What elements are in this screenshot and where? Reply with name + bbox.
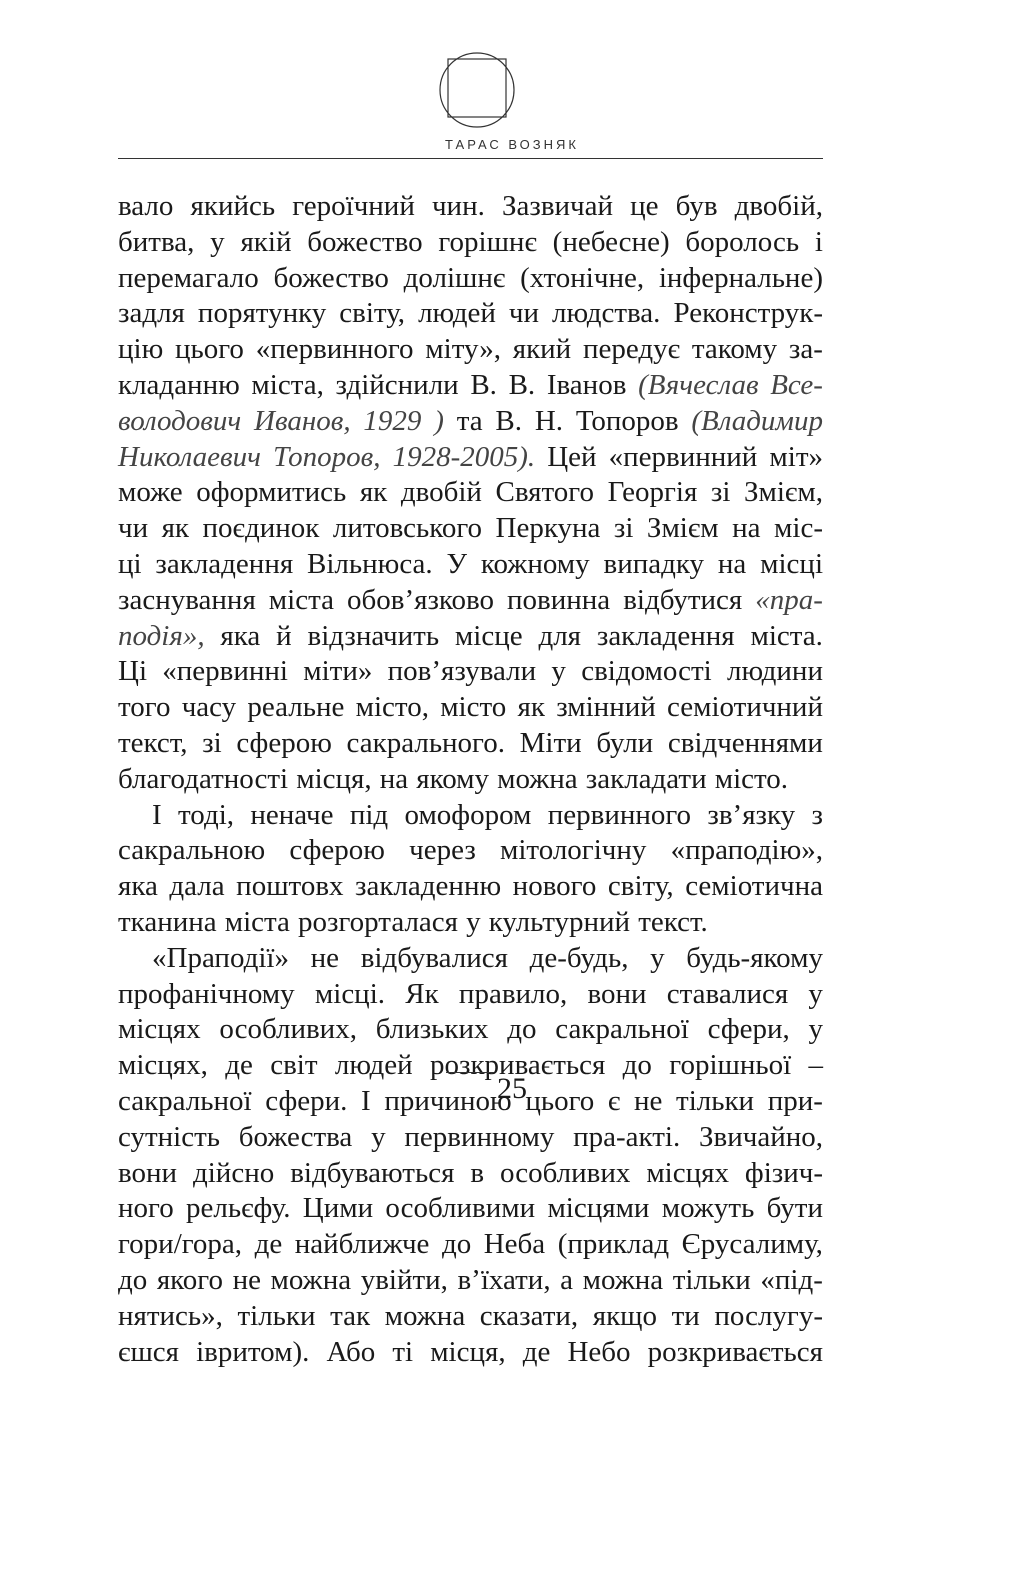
text-line: ного рельєфу. Цими особливими місцями можуть бути [118, 1192, 823, 1225]
body-text [118, 189, 823, 1370]
text-line: Ці «первинні міти» пов’язували у свідомості людини [118, 655, 823, 688]
text-line: сакральною сферою через мітологічну «праподію», [118, 834, 823, 867]
text-line: чи як поєдинок литовського Перкуна зі Змієм на міс- [118, 512, 823, 545]
text-line: кладанню міста, здійснили В. В. Іванов (Вячеслав Все- [118, 368, 823, 401]
header-rule [118, 158, 823, 159]
text-line: перемагало божество долішнє (хтонічне, інфернальне) [118, 261, 823, 294]
text-line: подія», яка й відзначить місце для закладення міста. [118, 619, 823, 652]
text-line: може оформитись як двобій Святого Георгія зі Змієм, [118, 476, 823, 509]
text-line: тканина міста розгорталася у культурний текст. [118, 905, 708, 938]
text-line: місцях особливих, близьких до сакральної сфери, у [118, 1013, 823, 1046]
text-line: «Праподії» не відбувалися де-будь, у будь-якому [152, 941, 823, 974]
text-line: місцях, де світ людей розкривається до горішньої – [118, 1049, 823, 1082]
text-line: Николаевич Топоров, 1928-2005). Цей «первинний міт» [118, 440, 823, 473]
text-line: володович Иванов, 1929 ) та В. Н. Топоров (Владимир [118, 404, 823, 437]
text-line: задля порятунку світу, людей чи людства. Реконструк- [118, 297, 823, 330]
text-line: нятись», тільки так можна сказати, якщо ти послугу- [118, 1299, 823, 1332]
text-line: текст, зі сферою сакрального. Міти були свідченнями [118, 726, 823, 759]
text-line: того часу реальне місто, місто як змінний семіотичний [118, 691, 823, 724]
text-line: цію цього «первинного міту», який передує такому за- [118, 333, 823, 366]
running-head: ТАРАС ВОЗНЯК [445, 137, 579, 152]
text-line: профанічному місці. Як правило, вони ставалися у [118, 977, 823, 1010]
text-line: битва, у якій божество горішнє (небесне) боролось і [118, 225, 823, 258]
page-number: 25 [497, 1072, 527, 1105]
text-line: І тоді, неначе під омофором первинного зв’язку з [152, 798, 823, 831]
text-line: яка дала поштовх закладенню нового світу, семіотична [118, 870, 823, 903]
text-line: сакральної сфери. І причиною цього є не тільки при- [118, 1084, 823, 1117]
text-line: благодатності місця, на якому можна закладати місто. [118, 762, 789, 795]
text-line: гори/гора, де найближче до Неба (приклад Єрусалиму, [118, 1228, 823, 1261]
text-line: вони дійсно відбуваються в особливих місцях фізич- [118, 1156, 823, 1189]
text-line: сутність божества у первинному пра-акті. Звичайно, [118, 1120, 823, 1153]
text-line: заснування міста обов’язково повинна відбутися «пра- [118, 583, 823, 616]
text-line: вало якийсь героїчний чин. Зазвичай це був двобій, [118, 190, 823, 222]
text-line: до якого не можна увійти, в’їхати, а можна тільки «під- [118, 1263, 823, 1296]
circle-square-emblem-icon [438, 50, 516, 130]
text-line: єшся івритом). Або ті місця, де Небо розкривається [118, 1335, 823, 1368]
text-line: ці закладення Вільнюса. У кожному випадку на місці [118, 547, 823, 580]
